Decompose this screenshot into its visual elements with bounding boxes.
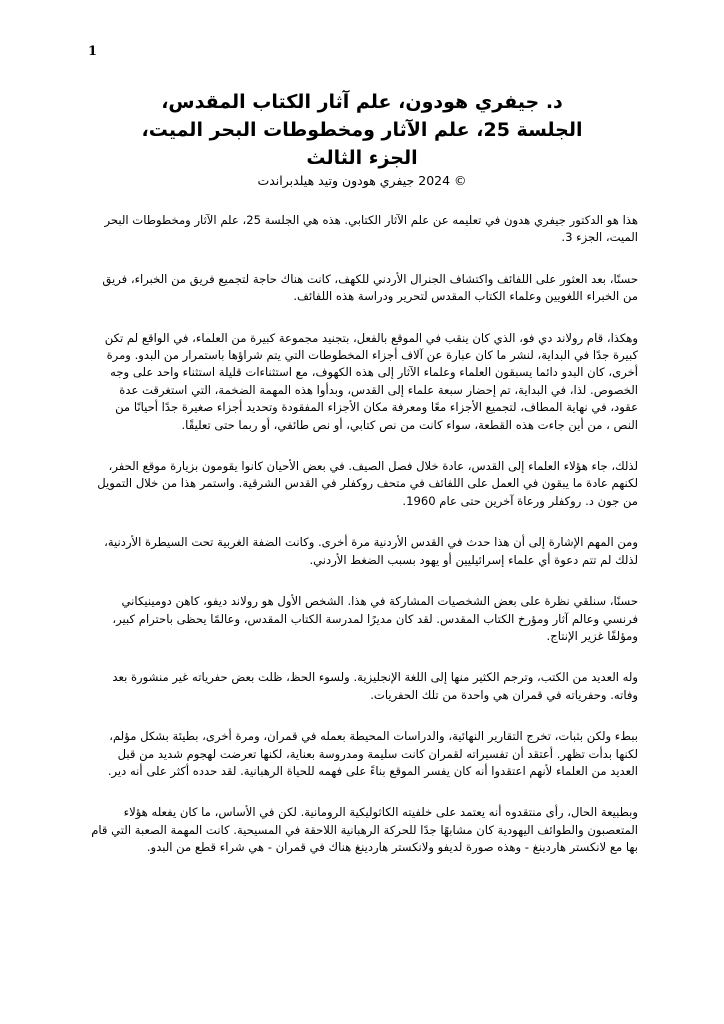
paragraph: ومن المهم الإشارة إلى أن هذا حدث في القدس الأردنية مرة أخرى. وكانت الضفة الغربية تحت السيطرة الأردنية، لذلك لم تتم دعوة أي علماء إسرائيليين أو يهود بسبب الضغط الأردني. bbox=[104, 535, 638, 567]
paragraph: ببطء ولكن بثبات، تخرج التقارير النهائية، والدراسات المحيطة بعمله في قمران، ومرة أخرى، بطيئة بشكل مؤلم، لكنها بدأت تظهر. أعتقد أن تفسيراته لقمران كانت سليمة ومدروسة بعناية، لكنها تعرضت لهجوم شديد من قبل العديد من العلماء لأنهم اعتقدوا أنه كان يفسر الموقع بناءً على فهمه للحياة الرهبانية. لقد حدده أكثر على أنه دير. bbox=[107, 729, 638, 778]
paragraph: وله العديد من الكتب، وترجم الكثير منها إلى اللغة الإنجليزية. ولسوء الحظ، ظلت بعض حفرياته غير منشورة بعد وفاته. وحفرياته في قمران هي واحدة من تلك الحفريات. bbox=[112, 670, 638, 702]
paragraph: هذا هو الدكتور جيفري هدون في تعليمه عن علم الآثار الكتابي. هذه هي الجلسة 25، علم الآثار ومخطوطات البحر الميت، الجزء 3. bbox=[104, 213, 638, 245]
page-number: 1 bbox=[88, 44, 98, 59]
paragraph: وبطبيعة الحال، رأى منتقدوه أنه يعتمد على خلفيته الكاثوليكية الرومانية. لكن في الأساس، ما كان يفعله هؤلاء المتعصبون والطوائف اليهودية كان مشابهًا جدًا للحركة الرهبانية اللاحقة في المسيحية. كانت المهمة الصعبة التي قام بها مع لانكستر هاردينغ - وهذه صورة لديفو ولانكستر هاردينغ هناك في قمران - هي شراء قطع من البدو. bbox=[91, 805, 638, 855]
paragraph: حسنًا، سنلقي نظرة على بعض الشخصيات المشاركة في هذا. الشخص الأول هو رولاند ديفو، كاهن دومينيكاني فرنسي وعالم آثار ومؤرخ الكتاب المقدس. لقد كان مديرًا لمدرسة الكتاب المقدس، وعالمًا يحظى باحترام كبير، ومؤلفًا غزير الإنتاج. bbox=[112, 594, 638, 643]
title-line-1: د. جيفري هودون، علم آثار الكتاب المقدس، bbox=[161, 91, 563, 113]
title-line-2: الجلسة 25، علم الآثار ومخطوطات البحر الميت، bbox=[141, 119, 583, 141]
copyright-line: © 2024 جيفري هودون وتيد هيلدبراندت bbox=[257, 173, 467, 188]
document-body bbox=[90, 212, 638, 881]
paragraph: وهكذا، قام رولاند دي فو، الذي كان ينقب في الموقع بالفعل، بتجنيد مجموعة كبيرة من العلماء، في الواقع لم تكن كبيرة جدًا في البداية، لنشر ما كان عبارة عن آلاف أجزاء المخطوطات التي يتم شراؤها باستمرار من البدو. ومرة أخرى، كان البدو دائما يسبقون العلماء وعلماء الآثار إلى هذه الكهوف، مع استثناءات قليلة استثناء واحد على وجه الخصوص. لذا، في البداية، تم إحضار سبعة علماء إلى القدس، وبدأوا هذه المهمة الضخمة، التي استغرقت عدة عقود، في نهاية المطاف، لتجميع الأجزاء معًا ومعرفة مكان الأجزاء المفقودة وتحديد أجزاء صغيرة جدًا أحيانًا من النص ، من أين جاءت هذه القطعة، سواء كانت من نص كتابي، أو نص طائفي، أو ربما حتى تعليقًا. bbox=[104, 330, 638, 432]
paragraph: لذلك، جاء هؤلاء العلماء إلى القدس، عادة خلال فصل الصيف. في بعض الأحيان كانوا يقومون بزيارة موقع الحفر، لكنهم عادة ما يبقون في العمل على اللفائف في متحف روكفلر في القدس الشرقية. واستمر هذا من خلال التمويل من جون د. روكفلر ورعاة آخرين حتى عام 1960. bbox=[97, 459, 638, 508]
title-line-3: الجزء الثالث bbox=[306, 147, 418, 169]
document-header bbox=[90, 88, 634, 190]
paragraph: حسنًا، بعد العثور على اللفائف واكتشاف الجنرال الأردني للكهف، كانت هناك حاجة لتجميع فريق من الخبراء، فريق من الخبراء اللغويين وعلماء الكتاب المقدس لتحرير ودراسة هذه اللفائف. bbox=[102, 271, 638, 304]
